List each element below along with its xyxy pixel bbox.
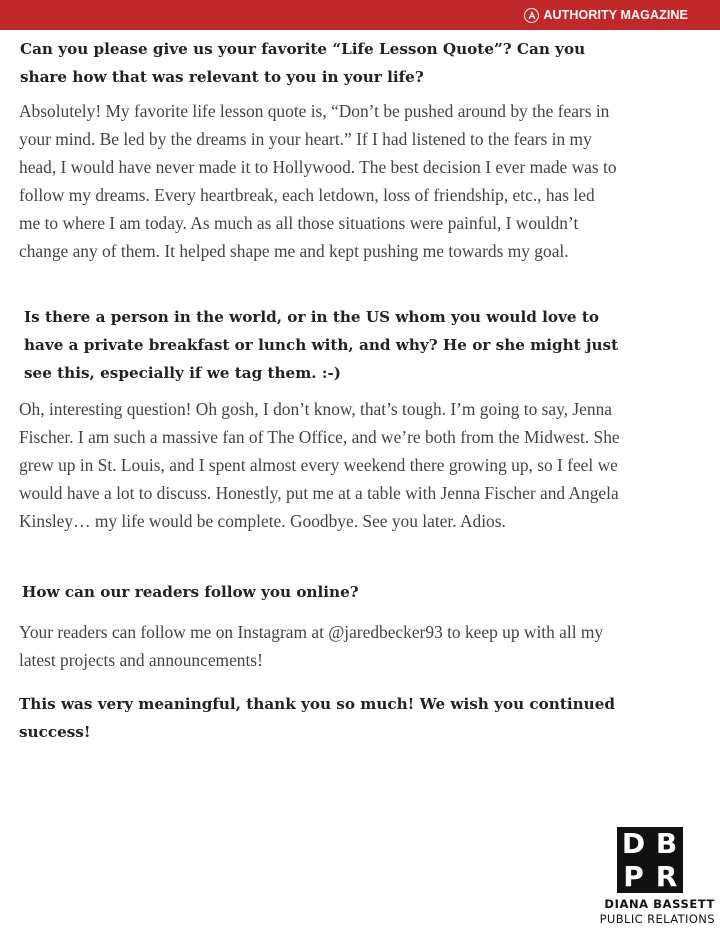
header-bar	[0, 0, 720, 30]
authority-magazine-logo-icon	[524, 8, 539, 23]
question-1: Can you please give us your favorite “Life Lesson Quote”? Can you share how that was relevant to you in your life?	[20, 40, 586, 86]
dbpr-logo	[589, 827, 715, 932]
brand-link[interactable]	[524, 6, 688, 24]
answer-2: Oh, interesting question! Oh gosh, I don’t know, that’s tough. I’m going to say, Jenna Fischer. I am such a massive fan of The Office, and we’re both from the Midwest. She grew up in St. Louis, and I spent almost every weekend there growing up, so I feel we would have a lot to discuss. Honestly, put me at a table with Jenna Fischer and Angela Kinsley… my life would be complete. Goodbye. See you later. Adios.	[19, 399, 620, 531]
logo-letter: D	[621, 827, 646, 860]
answer-3: Your readers can follow me on Instagram at @jaredbecker93 to keep up with all my latest projects and announcements!	[19, 622, 604, 670]
logo-name: DIANA BASSETT	[604, 897, 715, 911]
logo-subtitle: PUBLIC RELATIONS	[599, 912, 715, 926]
dbpr-logo-mark	[617, 827, 683, 893]
closing-message: This was very meaningful, thank you so much! We wish you continued success!	[19, 695, 615, 741]
answer-1: Absolutely! My favorite life lesson quote is, “Don’t be pushed around by the fears in your mind. Be led by the dreams in your heart.” If I had listened to the fears in my head, I would have never made it to Hollywood. The best decision I ever made was to follow my dreams. Every heartbreak, each letdown, loss of friendship, etc., has led me to where I am today. As much as all those situations were painful, I wouldn’t change any of them. It helped shape me and kept pushing me towards my goal.	[19, 101, 617, 261]
question-3: How can our readers follow you online?	[22, 583, 359, 601]
question-2: Is there a person in the world, or in the US whom you would love to have a private breakfast or lunch with, and why? He or she might just see this, especially if we tag them. :-)	[24, 308, 619, 382]
logo-letter: R	[655, 860, 678, 893]
logo-letter: B	[655, 827, 678, 860]
logo-letter: P	[623, 860, 644, 893]
brand-name: AUTHORITY MAGAZINE	[543, 8, 688, 22]
